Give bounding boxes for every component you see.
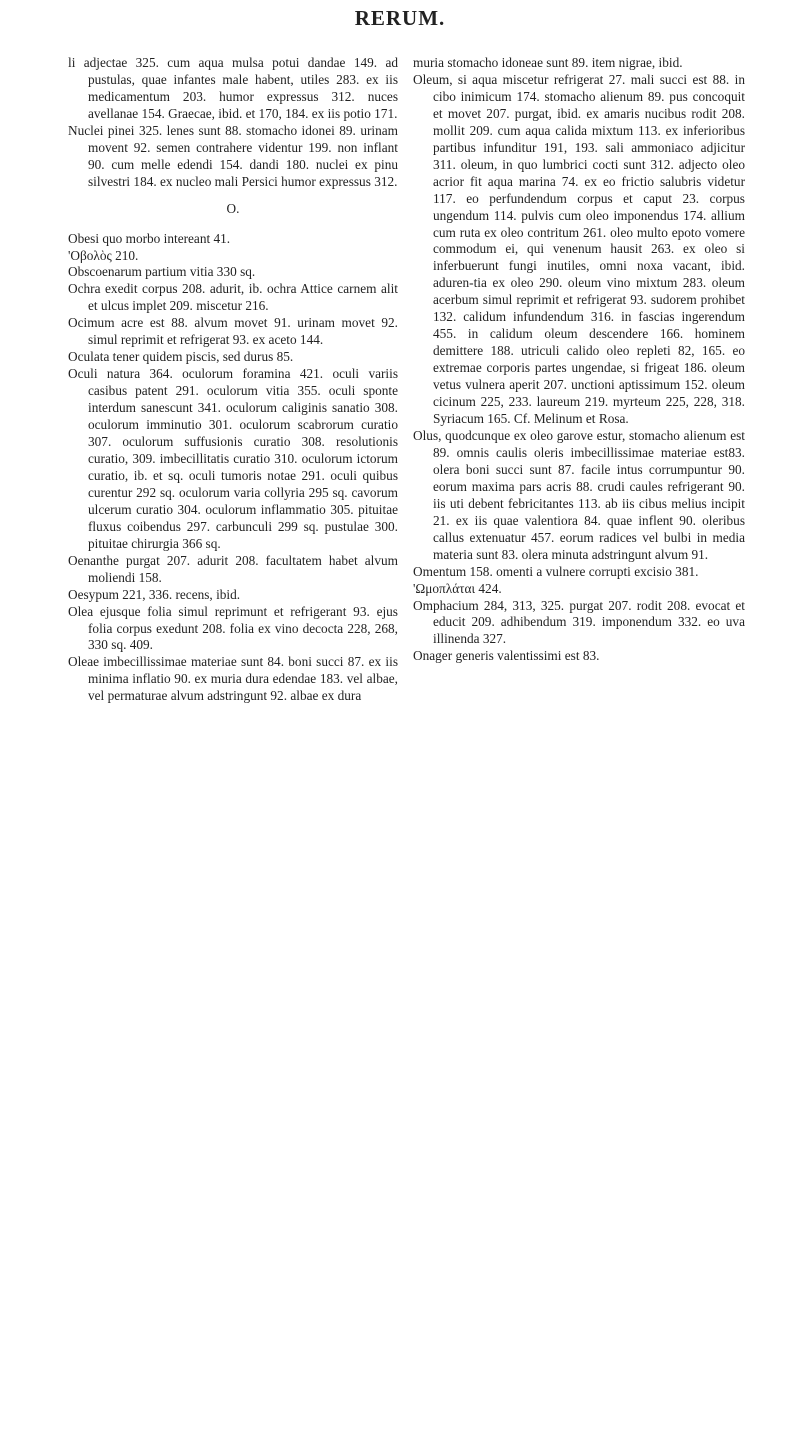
index-entry: Oesypum 221, 336. recens, ibid.	[68, 586, 241, 602]
right-column	[413, 55, 745, 665]
index-entry: Nuclei pinei 325. lenes sunt 88. stomacho idonei 89. urinam movent 92. semen contrahere videntur 199. non inflant 90. cum melle edendi 154. dandi 180. nuclei ex pinu silvestri 184. ex nucleo mali Persici humor expressus 312.	[68, 122, 398, 189]
left-column	[68, 55, 398, 705]
section-letter: O.	[226, 200, 240, 216]
index-entry: Omphacium 284, 313, 325. purgat 207. rodit 208. evocat et educit 209. adhibendum 319. imponendum 332. eo uva illinenda 327.	[413, 597, 745, 647]
index-entry: Oculi natura 364. oculorum foramina 421. oculi variis casibus patent 291. oculorum vitia 355. oculi sponte interdum sanescunt 341. oculorum caliginis sanatio 308. oculorum imminutio 301. oculorum scabrorum curatio 307. oculorum suffusionis curatio 308. resolutionis curatio, 309. imbecillitatis curatio 310. oculorum ictorum curatio, ib. et sq. oculi tumoris notae 291. oculi quibus curentur 292 sq. oculorum varia collyria 295 sq. cavorum ulcerum curatio 304. oculorum inflammatio 305. pituitae fluxus coibendus 297. carbunculi 299 sq. pustulae 300. pituitae chirurgia 366 sq.	[68, 366, 398, 551]
index-entry: li adjectae 325. cum aqua mulsa potui dandae 149. ad pustulas, quae infantes male habent, utiles 283. ex iis medicamentum 203. humor expressus 312. nuces avellanae 154. Graecae, ibid. et 170, 184. ex iis potio 171.	[68, 55, 398, 121]
index-entry: Ochra exedit corpus 208. adurit, ib. ochra Attice carnem alit et ulcus implet 209. miscetur 216.	[68, 281, 398, 314]
index-entry: Oenanthe purgat 207. adurit 208. facultatem habet alvum moliendi 158.	[68, 552, 398, 585]
index-entry: Obesi quo morbo intereant 41.	[68, 230, 231, 246]
index-entry: Olus, quodcunque ex oleo garove estur, stomacho alienum est 89. omnis caulis oleris imbecillissimae materiae est83. olera boni succi sunt 87. facile intus corrumpuntur 90. eorum maxima pars acris 88. crudi caules refrigerant 90. iis uti debent febricitantes 113. ab iis cibus melius incipit 21. ex iis quae valentiora 84. quae inflent 90. oleribus callus extenuatur 457. eorum radices vel bulbi in media materia sunt 83. olera minuta adstringunt alvum 91.	[413, 427, 745, 562]
index-entry: Oleae imbecillissimae materiae sunt 84. boni succi 87. ex iis minima inflatio 90. ex muria dura edendae 183. vel albae, vel permaturae alvum adstringunt 92. albae ex dura	[68, 654, 398, 704]
index-entry: Ocimum acre est 88. alvum movet 91. urinam movet 92. simul reprimit et refrigerat 93. ex aceto 144.	[68, 315, 398, 348]
index-entry: Oculata tener quidem piscis, sed durus 85.	[68, 349, 294, 365]
index-entry: Olea ejusque folia simul reprimunt et refrigerant 93. ejus folia corpus exedunt 208. folia ex vino decocta 228, 268, 330 sq. 409.	[68, 603, 398, 653]
index-entry: Omentum 158. omenti a vulnere corrupti excisio 381.	[413, 563, 699, 579]
index-entry: Obscoenarum partium vitia 330 sq.	[68, 264, 256, 280]
index-entry: muria stomacho idoneae sunt 89. item nigrae, ibid.	[413, 55, 683, 70]
index-entry: Oleum, si aqua miscetur refrigerat 27. mali succi est 88. in cibo inimicum 174. stomacho alienum 89. pus concoquit et movet 207. purgat, ibid. ex amaris nucibus rodit 208. mollit 209. cum aqua calida mixtum 113. ex inferioribus partibus infunditur 191, 193. sali ammoniaco adjicitur 311. oleum, in quo lumbrici cocti sunt 312. adjecto oleo acrior fit aqua marina 74. ex eo frictio salubris videtur 117. eo perfundendum corpus et caput 23. corpus ungendum 114. pulvis cum oleo imponendus 174. allium cum ruta ex oleo contritum 261. oleo multo epoto vomere commodum ei, qui venenum hausit 263. ex oleo si inferbuerunt fungi inutiles, omni noxa vacant, ibid. aduren-tia ex oleo 290. oleum vino mixtum 283. oleum acerbum simul reprimit et refrigerat 93. sudorem prohibet 132. calidum infundendum 316. in fascias ingerendum 455. in calidum oleum descendere 166. hominem demittere 188. utriculi calido oleo repleti 82, 165. eo extremae corporis partes ungendae, si frigeat 186. oleum vetus vulnera aperit 207. unctioni aptissimum 152. oleum cicinum 225, 233. laureum 219. myrteum 225, 228, 318. Syriacum 165. Cf. Melinum et Rosa.	[413, 71, 745, 427]
index-entry: Onager generis valentissimi est 83.	[413, 648, 600, 664]
index-entry: 'Οβολὸς 210.	[68, 247, 139, 263]
index-entry: 'Ωμοπλάται 424.	[413, 580, 502, 596]
running-header: RERUM.	[354, 6, 446, 30]
